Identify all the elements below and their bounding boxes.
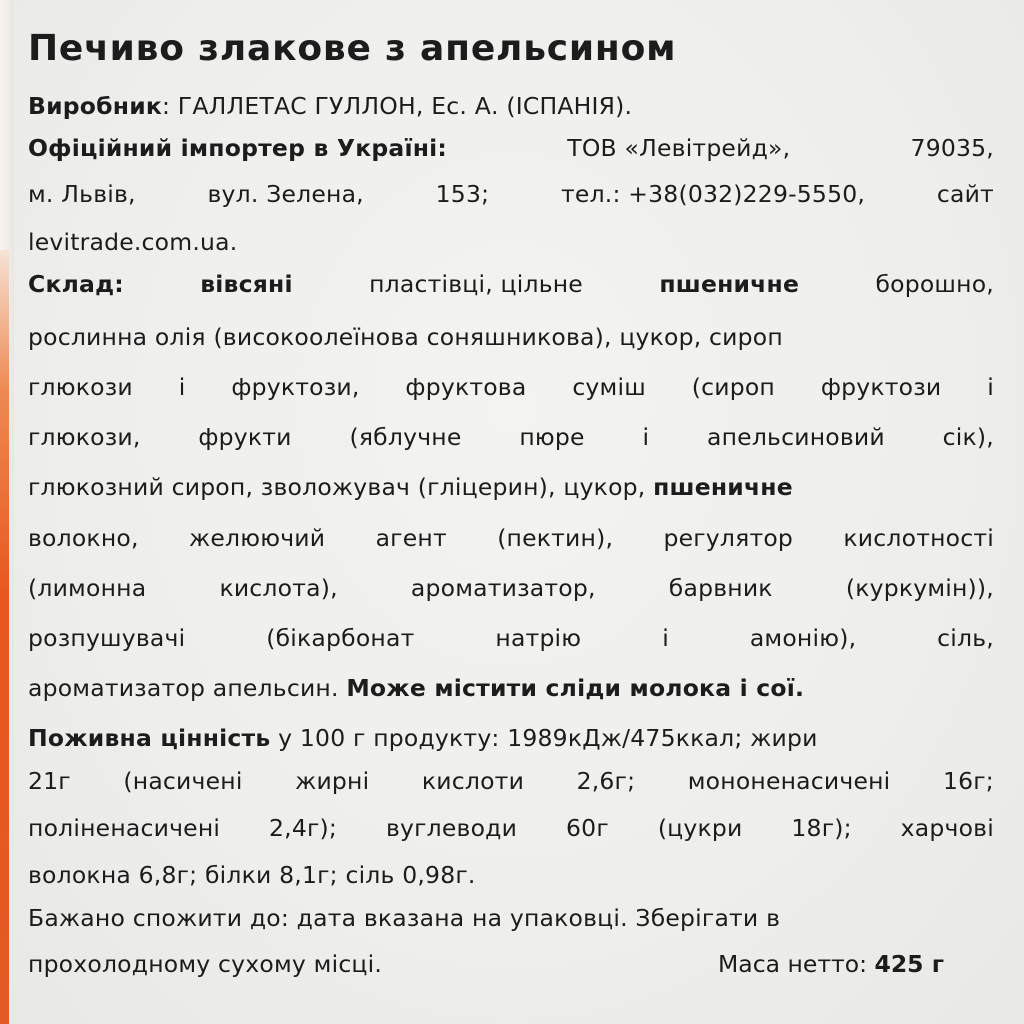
composition-line-7: [28, 574, 994, 602]
word: амонію),: [749, 624, 857, 652]
net-weight-value: 425 г: [874, 950, 944, 978]
word: агент: [375, 524, 447, 552]
word: 2,4г);: [269, 814, 338, 842]
manufacturer-line: [28, 92, 994, 120]
importer-site-label: сайт: [936, 180, 994, 208]
allergen-warning: Може містити сліди молока і сої.: [346, 674, 805, 702]
word: (яблучне: [349, 423, 462, 451]
composition-text: глюкозний сироп, зволожувач (гліцерин), цукор,: [28, 473, 646, 501]
importer-postcode: 79035,: [910, 134, 994, 162]
composition-wheat-fiber: пшеничне: [653, 473, 793, 501]
nutrition-line-3: [28, 814, 994, 842]
word: глюкози: [28, 373, 133, 401]
storage-text: прохолодному сухому місці.: [28, 950, 383, 978]
composition-line-3: [28, 373, 994, 401]
word: 21г: [28, 767, 71, 795]
word: желюючий: [188, 524, 326, 552]
word: жирні: [295, 767, 370, 795]
word: (бікарбонат: [266, 624, 415, 652]
importer-phone: тел.: +38(032)229-5550,: [561, 180, 866, 208]
word: барвник: [668, 574, 773, 602]
importer-line-2: [28, 180, 994, 208]
storage-line-1: Бажано спожити до: дата вказана на упаковці. Зберігати в: [28, 904, 781, 932]
word: (куркумін)),: [845, 574, 994, 602]
word: глюкози,: [28, 423, 141, 451]
word: харчові: [900, 814, 994, 842]
word: і: [987, 373, 994, 401]
word: суміш: [572, 373, 646, 401]
importer-company: ТОВ «Левітрейд»,: [567, 134, 791, 162]
composition-line-1: [28, 270, 994, 298]
composition-line-6: [28, 524, 994, 552]
word: (насичені: [123, 767, 243, 795]
word: фруктози,: [231, 373, 360, 401]
nutrition-text: у 100 г продукту: 1989кДж/475ккал; жири: [278, 724, 818, 752]
composition-line-5: [28, 473, 994, 501]
nutrition-label: Поживна цінність: [28, 724, 271, 752]
word: (цукри: [657, 814, 743, 842]
word: вуглеводи: [385, 814, 518, 842]
word: (лимонна: [28, 574, 147, 602]
composition-line-9: [28, 674, 994, 702]
importer-website: levitrade.com.ua.: [28, 228, 238, 256]
composition-line-8: [28, 624, 994, 652]
word: регулятор: [663, 524, 794, 552]
word: апельсиновий: [707, 423, 885, 451]
importer-label: Офіційний імпортер в Україні:: [28, 134, 448, 162]
word: (сироп: [691, 373, 775, 401]
word: волокно,: [28, 524, 139, 552]
word: розпушувачі: [28, 624, 186, 652]
manufacturer-value: : ГАЛЛЕТАС ГУЛЛОН, Ес. А. (ІСПАНІЯ).: [162, 92, 633, 120]
word: сік),: [942, 423, 994, 451]
word: кислотності: [843, 524, 994, 552]
word: і: [642, 423, 650, 451]
importer-house: 153;: [435, 180, 490, 208]
product-title: Печиво злакове з апельсином: [28, 28, 677, 69]
net-weight: [718, 950, 944, 978]
word: сіль,: [937, 624, 994, 652]
nutrition-line-4: волокна 6,8г; білки 8,1г; сіль 0,98г.: [28, 861, 476, 889]
word: фруктова: [405, 373, 527, 401]
word: і: [662, 624, 669, 652]
nutrition-line-2: [28, 767, 994, 795]
word: фрукти: [198, 423, 292, 451]
word: кислота),: [219, 574, 338, 602]
orange-stripe: [0, 250, 9, 1024]
word: пюре: [519, 423, 585, 451]
composition-line-2: рослинна олія (високоолеїнова соняшникова), цукор, сироп: [28, 323, 783, 351]
importer-line-1: [28, 134, 994, 162]
word: мононенасичені: [687, 767, 891, 795]
word: 18г);: [791, 814, 852, 842]
word: кислоти: [421, 767, 525, 795]
word: (пектин),: [497, 524, 614, 552]
word: і: [178, 373, 186, 401]
composition-text: пластівці, цільне: [369, 270, 583, 298]
manufacturer-label: Виробник: [28, 92, 163, 120]
composition-line-4: [28, 423, 994, 451]
composition-text: ароматизатор апельсин.: [28, 674, 339, 702]
package-edge: [0, 0, 14, 1024]
word: 60г: [566, 814, 609, 842]
word: натрію: [495, 624, 582, 652]
nutrition-line-1: [28, 724, 994, 752]
word: фруктози: [820, 373, 942, 401]
importer-city: м. Львів,: [28, 180, 136, 208]
composition-oat: вівсяні: [200, 270, 293, 298]
word: 16г;: [942, 767, 994, 795]
word: поліненасичені: [28, 814, 221, 842]
composition-text: борошно,: [875, 270, 994, 298]
composition-label: Склад:: [28, 270, 124, 298]
net-weight-label: Маса нетто:: [718, 950, 867, 978]
word: ароматизатор,: [410, 574, 596, 602]
importer-street: вул. Зелена,: [207, 180, 364, 208]
composition-wheat: пшеничне: [659, 270, 800, 298]
word: 2,6г;: [576, 767, 636, 795]
